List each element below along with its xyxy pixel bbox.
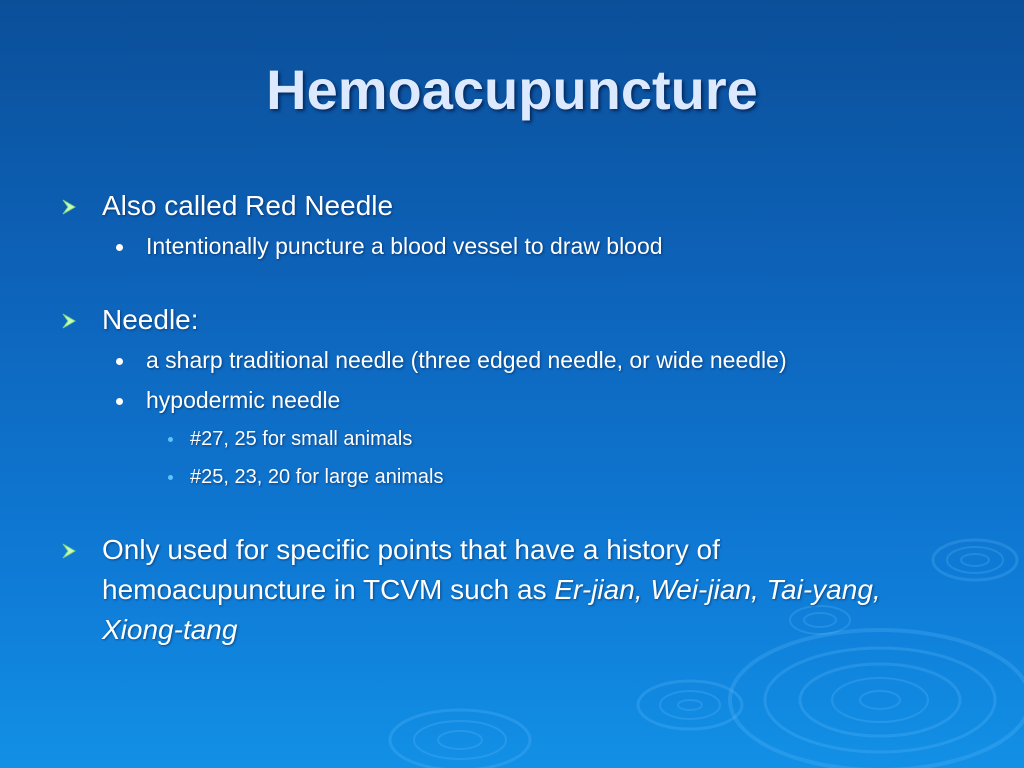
- chevron-right-arrow-icon: [60, 198, 80, 216]
- chevron-right-arrow-icon: [60, 542, 80, 560]
- bullet-level1: [60, 300, 960, 340]
- small-round-bullet-icon: [168, 437, 173, 442]
- round-bullet-icon: [116, 398, 123, 405]
- bullet-level1-text: Needle:: [102, 304, 199, 335]
- bullet-level3-text: #27, 25 for small animals: [190, 428, 413, 450]
- bullet-level2-text: a sharp traditional needle (three edged needle, or wide needle): [146, 347, 787, 373]
- bullet-level1: [60, 530, 902, 650]
- round-bullet-icon: [116, 358, 123, 365]
- bullet-level2: [60, 340, 960, 380]
- bullet-level2-text: hypodermic needle: [146, 387, 341, 413]
- small-round-bullet-icon: [168, 475, 173, 480]
- bullet-level2-text: Intentionally puncture a blood vessel to draw blood: [146, 233, 663, 259]
- bullet-level2: [60, 226, 960, 266]
- chevron-right-arrow-icon: [60, 312, 80, 330]
- bullet-level2: [60, 380, 960, 420]
- bullet-level3-text: #25, 23, 20 for large animals: [190, 466, 444, 488]
- bullet-level1-italic-text: Er-jian, Wei-jian, Tai-yang, Xiong-tang: [102, 574, 881, 645]
- bullet-level1-text: Also called Red Needle: [102, 190, 394, 221]
- slide-title: Hemoacupuncture: [266, 58, 758, 121]
- bullet-level1-text: Only used for specific points that have a history of hemoacupuncture in TCVM such as: [102, 534, 720, 605]
- bullet-level1: [60, 186, 960, 226]
- slide-body: [60, 186, 960, 650]
- bullet-level3: [60, 420, 960, 458]
- bullet-level3: [60, 458, 960, 496]
- round-bullet-icon: [116, 244, 123, 251]
